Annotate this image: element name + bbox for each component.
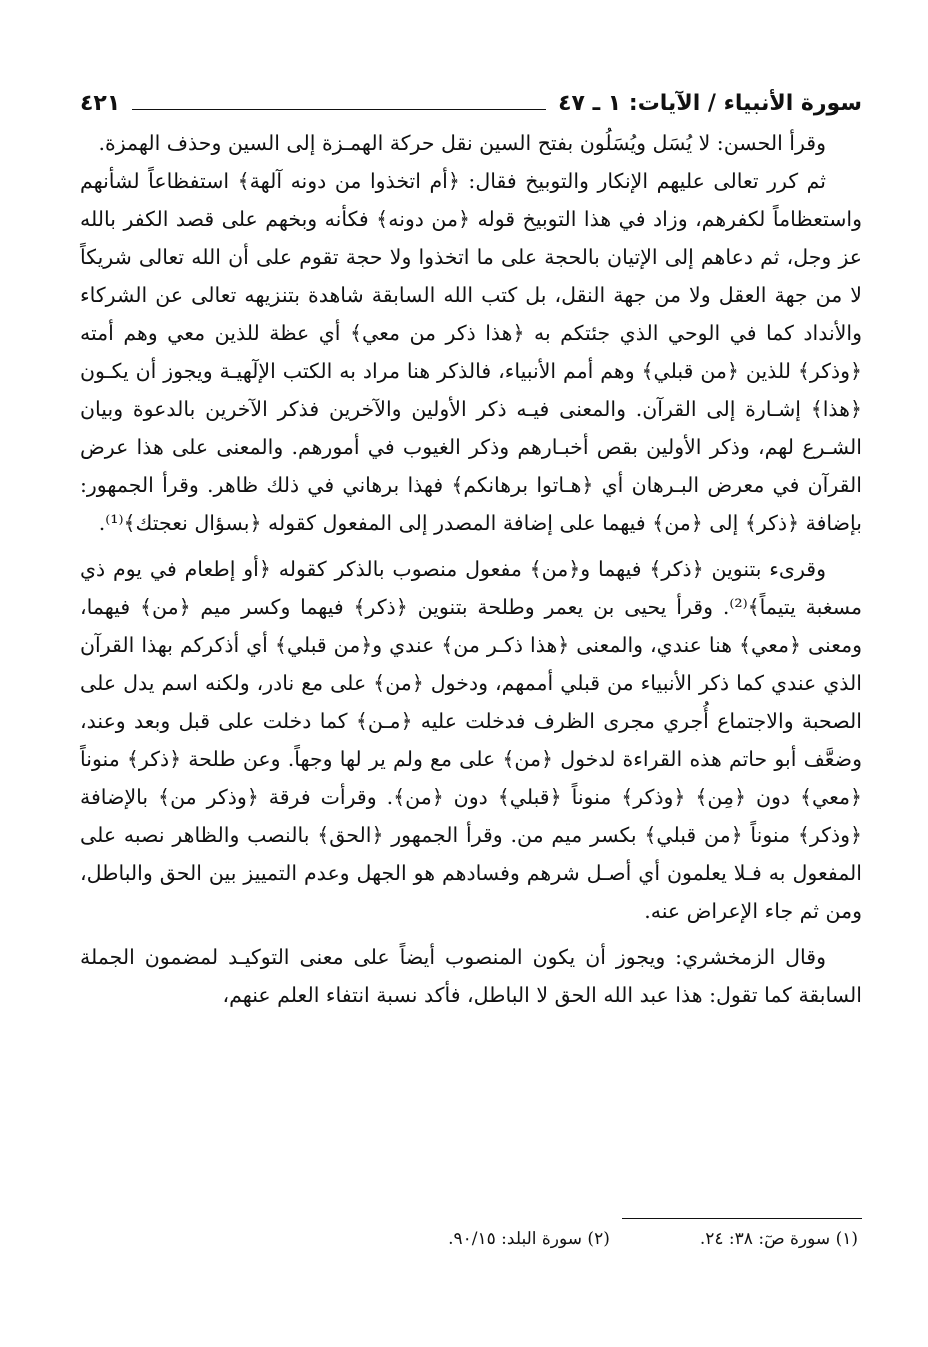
footnotes (80, 1218, 862, 1249)
paragraph-4: وقال الزمخشري: ويجوز أن يكون المنصوب أيضاً على معنى التوكيـد لمضمون الجملة السابقة كما تقول: هذا عبد الله الحق لا الباطل، فأكد نسبة انتفاء العلم عنهم، (80, 945, 862, 1007)
footnote-2: (٢) سورة البلد: ٩٠/١٥. (448, 1229, 610, 1249)
page-number: ٤٢١ (80, 91, 121, 116)
paragraph-2: ثم كرر تعالى عليهم الإنكار والتوبيخ فقال: ﴿أم اتخذوا من دونه آلهة﴾ استفظاعاً لشأنهم واستعظاماً لكفرهم، وزاد في هذا التوبيخ قوله ﴿من دونه﴾ فكأنه وبخهم على قصد الكفر بالله عز وجل، ثم دعاهم إلى الإتيان بالحجة على ما اتخذوا ولا حجة تقوم على أن الله تعالى شريكاً لا من جهة العقل ولا من جهة النقل، بل كتب الله السابقة شاهدة بتنزيهه تعالى عن الشركاء والأنداد كما في الوحي الذي جئتكم به ﴿هذا ذكر من معي﴾ أي عظة للذين معي وهم أمته ﴿وذكر﴾ للذين ﴿من قبلي﴾ وهم أمم الأنبياء، فالذكر هنا مراد به الكتب الإلٓهيـة ويجوز أن يكـون ﴿هذا﴾ إشـارة إلى القرآن. والمعنى فيـه ذكر الأولين والآخرين فذكر الآخرين بالدعوة وبيان الشـرع لهم، وذكر الأولين بقص أخبـارهم وذكر الغيوب في أمورهم. والمعنى على هذا عرض القرآن في معرض البـرهان أي ﴿هـاتوا برهانكم﴾ فهذا برهاني في ذلك ظاهر. وقرأ الجمهور: بإضافة ﴿ذكر﴾ إلى ﴿من﴾ فيهما على إضافة المصدر إلى المفعول كقوله ﴿بسؤال نعجتك﴾⁽¹⁾. (80, 169, 862, 535)
book-page (80, 82, 862, 1282)
body-text (80, 124, 862, 1014)
header-rule (132, 109, 546, 110)
page-header (80, 82, 862, 118)
surah-title: سورة الأنبياء / الآيات: ١ ـ ٤٧ (558, 91, 862, 116)
footnote-line (80, 1229, 862, 1249)
paragraph-1: وقرأ الحسن: لا يُسَل ويُسَلُون بفتح السين نقل حركة الهمـزة إلى السين وحذف الهمزة. (98, 131, 826, 155)
paragraph-3: وقرىء بتنوين ﴿ذكر﴾ فيهما و﴿من﴾ مفعول منصوب بالذكر كقوله ﴿أو إطعام في يوم ذي مسغبة يتيماً﴾⁽²⁾. وقرأ يحيى بن يعمر وطلحة بتنوين ﴿ذكر﴾ فيهما وكسر ميم ﴿من﴾ فيهما، ومعنى ﴿معي﴾ هنا عندي، والمعنى ﴿هذا ذكـر من﴾ عندي و﴿من قبلي﴾ أي أذكركم بهذا القرآن الذي عندي كما ذكر الأنبياء من قبلي أممهم، ودخول ﴿من﴾ على مع نادر، ولكنه اسم يدل على الصحبة والاجتماع أُجري مجرى الظرف فدخلت عليه ﴿مـن﴾ كما دخلت على قبل وبعد وعند، وضعَّف أبو حاتم هذه القراءة لدخول ﴿من﴾ على مع ولم ير لها وجهاً. وعن طلحة ﴿ذكر﴾ منوناً ﴿معي﴾ دون ﴿مِن﴾ ﴿وذكر﴾ منوناً ﴿قبلي﴾ دون ﴿من﴾. وقرأت فرقة ﴿وذكر من﴾ بالإضافة ﴿وذكر﴾ منوناً ﴿من قبلي﴾ بكسر ميم من. وقرأ الجمهور ﴿الحق﴾ بالنصب والظاهر نصبه على المفعول به فـلا يعلمون أي أصـل شرهم وفسادهم هو الجهل وعدم التمييز بين الحق والباطل، ومن ثم جاء الإعراض عنه. (80, 557, 862, 923)
footnote-rule (622, 1218, 862, 1219)
footnote-1: (١) سورة صٓ: ٣٨: ٢٤. (699, 1229, 858, 1249)
